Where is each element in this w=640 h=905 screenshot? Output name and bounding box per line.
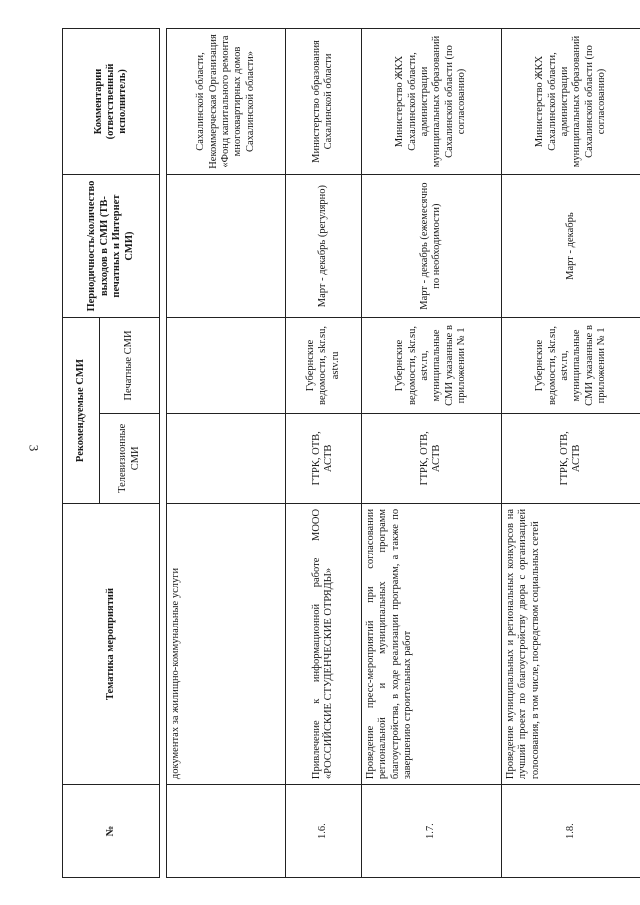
row-num: 1.8. xyxy=(501,785,640,878)
header-row xyxy=(63,29,100,878)
table-row xyxy=(167,29,286,878)
header-comments: Комментарии (ответственный исполнитель) xyxy=(63,29,160,175)
row-topic: Проведение муниципальных и региональных конкурсов на лучший проект по благоустройству двора с организацией голосования, в том числе, посредством социальных сетей xyxy=(501,503,640,784)
table-row xyxy=(362,29,502,878)
row-comments: Министерство образования Сахалинской области xyxy=(285,29,361,175)
row-topic: Проведение пресс-мероприятий при согласовании региональной и муниципальных программ благоустройства, в ходе реализации программ, а также по завершению строительных работ xyxy=(362,503,502,784)
row-comments: Министерство ЖКХ Сахалинской области, администрации муниципальных образований Сахалинской области (по согласованию) xyxy=(362,29,502,175)
page-number: 3 xyxy=(26,444,42,452)
rotated-table-page xyxy=(62,28,640,878)
row-tv: ГТРК, ОТВ, АСТВ xyxy=(362,413,502,503)
row-frequency: Март - декабрь (регулярно) xyxy=(285,174,361,317)
row-print xyxy=(167,318,286,414)
row-frequency xyxy=(167,174,286,317)
header-num: № xyxy=(63,785,160,878)
table-row xyxy=(285,29,361,878)
row-frequency: Март - декабрь (ежемесячно по необходимости) xyxy=(362,174,502,317)
header-tv: Телевизионные СМИ xyxy=(99,413,159,503)
row-num: 1.7. xyxy=(362,785,502,878)
table-row xyxy=(501,29,640,878)
row-frequency: Март - декабрь xyxy=(501,174,640,317)
row-comments: Сахалинской области, Некоммерческая Организация «Фонд капитального ремонта многоквартирных домов Сахалинской области» xyxy=(167,29,286,175)
row-topic: Привлечение к информационной работе МООО «РОССИЙСКИЕ СТУДЕНЧЕСКИЕ ОТРЯДЫ» xyxy=(285,503,361,784)
row-tv: ГТРК, ОТВ, АСТВ xyxy=(501,413,640,503)
row-num xyxy=(167,785,286,878)
media-plan-table xyxy=(62,28,640,878)
row-num: 1.6. xyxy=(285,785,361,878)
row-comments: Министерство ЖКХ Сахалинской области, администрации муниципальных образований Сахалинской области (по согласованию) xyxy=(501,29,640,175)
header-recommended: Рекомендуемые СМИ xyxy=(63,318,100,504)
row-topic: документах за жилищно-коммунальные услуги xyxy=(167,503,286,784)
header-print: Печатные СМИ xyxy=(99,318,159,414)
row-print: Губернские ведомости, skr.su, astv.ru, муниципальные СМИ указанные в приложении № 1 xyxy=(362,318,502,414)
row-tv: ГТРК, ОТВ, АСТВ xyxy=(285,413,361,503)
row-print: Губернские ведомости, skr.su, astv.ru xyxy=(285,318,361,414)
header-frequency: Периодичность/количество выходов в СМИ (ТВ-печатных и Интернет СМИ) xyxy=(63,174,160,317)
row-tv xyxy=(167,413,286,503)
row-print: Губернские ведомости, skr.su, astv.ru, муниципальные СМИ указанные в приложении № 1 xyxy=(501,318,640,414)
header-topic: Тематика мероприятий xyxy=(63,503,160,784)
